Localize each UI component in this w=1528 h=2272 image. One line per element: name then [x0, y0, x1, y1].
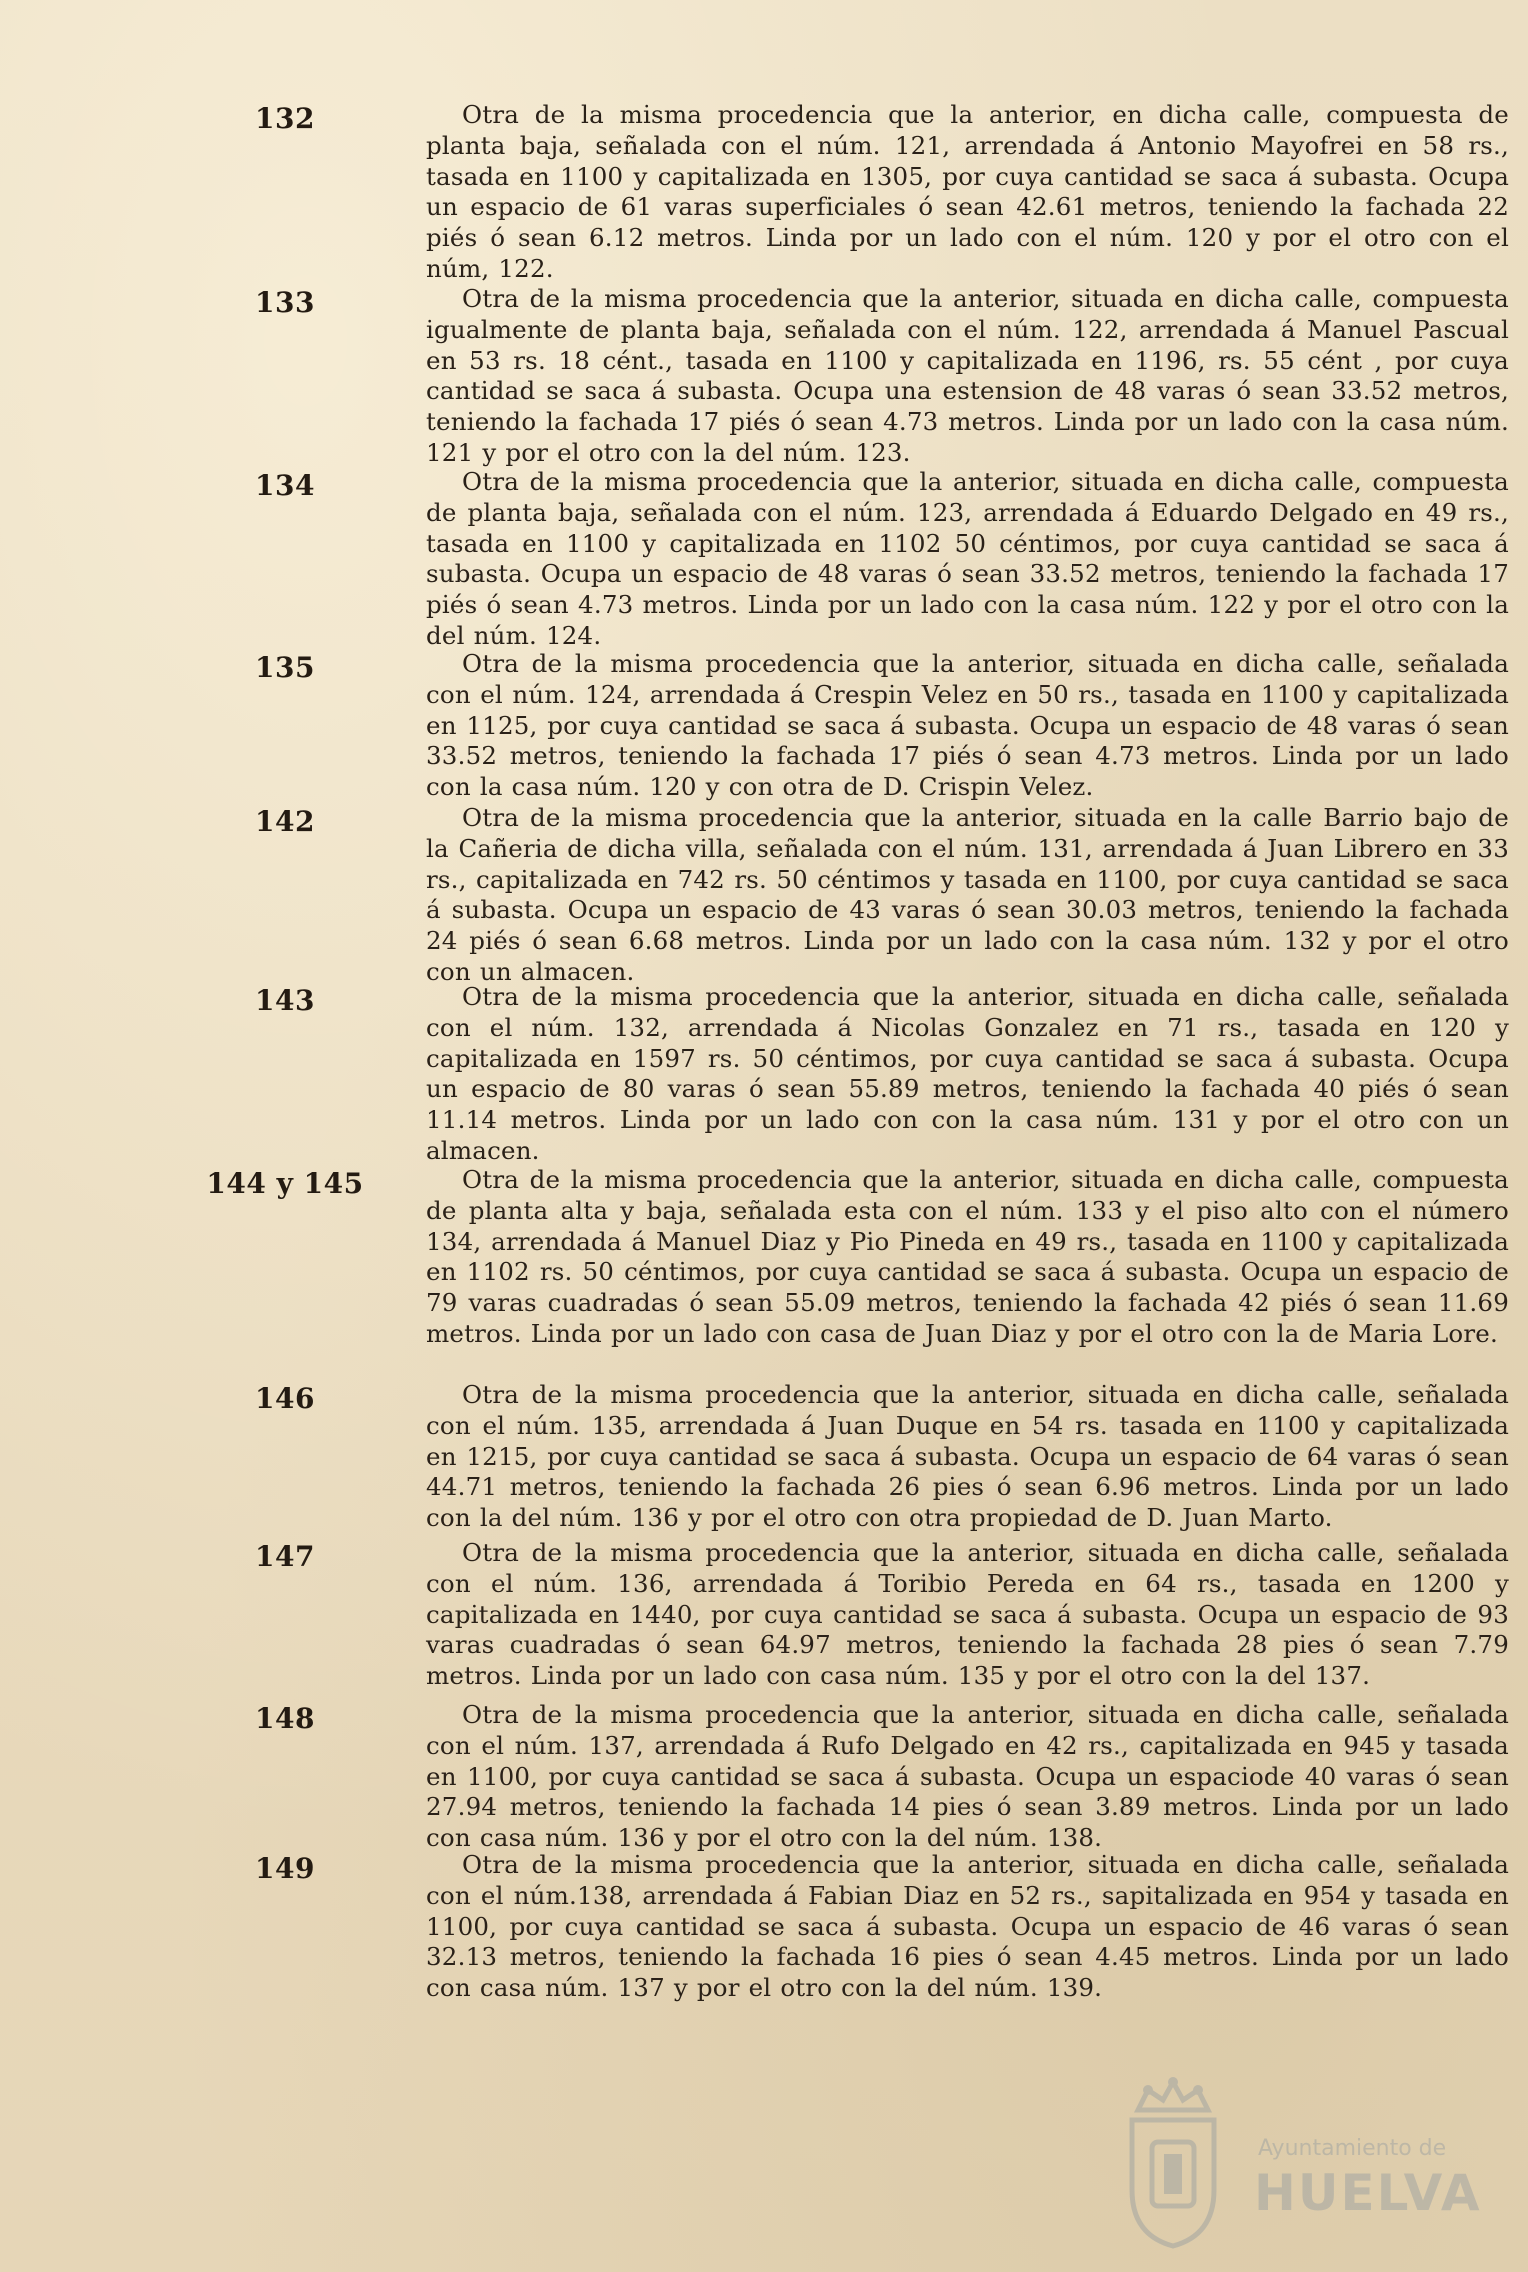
lot-number: 143: [255, 984, 315, 1017]
lot-description: Otra de la misma procedencia que la anterior, situada en dicha calle, compuesta de planta baja, señalada con el núm. 123, arrendada á Eduardo Delgado en 49 rs., tasada en 1100 y capitalizada en 1102 50 céntimos, por cuya cantidad se saca á subasta. Ocupa un espacio de 48 varas ó sean 33.52 metros, teniendo la fachada 17 piés ó sean 4.73 metros. Linda por un lado con la casa núm. 122 y por el otro con la del núm. 124.: [426, 467, 1509, 650]
lot-number: 134: [255, 469, 315, 502]
lot-number: 142: [255, 805, 315, 838]
lot-description: Otra de la misma procedencia que la anterior, situada en dicha calle, compuesta de planta alta y baja, señalada esta con el núm. 133 y el piso alto con el número 134, arrendada á Manuel Diaz y Pio Pineda en 49 rs., tasada en 1100 y capitalizada en 1102 rs. 50 céntimos, por cuya cantidad se saca á subasta. Ocupa un espacio de 79 varas cuadradas ó sean 55.09 metros, teniendo la fachada 42 piés ó sean 11.69 metros. Linda por un lado con casa de Juan Diaz y por el otro con la de Maria Lore.: [426, 1165, 1509, 1348]
watermark-title: HUELVA: [1254, 2164, 1482, 2222]
lot-number: 148: [255, 1702, 315, 1735]
archive-watermark: [1118, 2060, 1482, 2260]
lot-number: 132: [255, 102, 315, 135]
lot-number: 146: [255, 1382, 315, 1415]
lot-description: Otra de la misma procedencia que la anterior, situada en dicha calle, señalada con el núm. 136, arrendada á Toribio Pereda en 64 rs., tasada en 1200 y capitalizada en 1440, por cuya cantidad se saca á subasta. Ocupa un espacio de 93 varas cuadradas ó sean 64.97 metros, teniendo la fachada 28 pies ó sean 7.79 metros. Linda por un lado con casa núm. 135 y por el otro con la del 137.: [426, 1538, 1509, 1691]
lot-description: Otra de la misma procedencia que la anterior, en dicha calle, compuesta de planta baja, señalada con el núm. 121, arrendada á Antonio Mayofrei en 58 rs., tasada en 1100 y capitalizada en 1305, por cuya cantidad se saca á subasta. Ocupa un espacio de 61 varas superficiales ó sean 42.61 metros, teniendo la fachada 22 piés ó sean 6.12 metros. Linda por un lado con el núm. 120 y por el otro con el núm, 122.: [426, 100, 1509, 283]
lot-number: 149: [255, 1852, 315, 1885]
lot-number: 147: [255, 1540, 315, 1573]
watermark-subtitle: Ayuntamiento de: [1258, 2136, 1447, 2161]
lot-number: 144 y 145: [206, 1167, 364, 1200]
lot-description: Otra de la misma procedencia que la anterior, situada en dicha calle, señalada con el núm. 135, arrendada á Juan Duque en 54 rs. tasada en 1100 y capitalizada en 1215, por cuya cantidad se saca á subasta. Ocupa un espacio de 64 varas ó sean 44.71 metros, teniendo la fachada 26 pies ó sean 6.96 metros. Linda por un lado con la del núm. 136 y por el otro con otra propiedad de D. Juan Marto.: [426, 1380, 1509, 1533]
coat-of-arms-icon: [1118, 2070, 1228, 2250]
lot-description: Otra de la misma procedencia que la anterior, situada en la calle Barrio bajo de la Cañeria de dicha villa, señalada con el núm. 131, arrendada á Juan Librero en 33 rs., capitalizada en 742 rs. 50 céntimos y tasada en 1100, por cuya cantidad se saca á subasta. Ocupa un espacio de 43 varas ó sean 30.03 metros, teniendo la fachada 24 piés ó sean 6.68 metros. Linda por un lado con la casa núm. 132 y por el otro con un almacen.: [426, 803, 1509, 986]
lot-description: Otra de la misma procedencia que la anterior, situada en dicha calle, señalada con el núm. 124, arrendada á Crespin Velez en 50 rs., tasada en 1100 y capitalizada en 1125, por cuya cantidad se saca á subasta. Ocupa un espacio de 48 varas ó sean 33.52 metros, teniendo la fachada 17 piés ó sean 4.73 metros. Linda por un lado con la casa núm. 120 y con otra de D. Crispin Velez.: [426, 649, 1509, 802]
lot-description: Otra de la misma procedencia que la anterior, situada en dicha calle, señalada con el núm. 137, arrendada á Rufo Delgado en 42 rs., capitalizada en 945 y tasada en 1100, por cuya cantidad se saca á subasta. Ocupa un espaciode 40 varas ó sean 27.94 metros, teniendo la fachada 14 pies ó sean 3.89 metros. Linda por un lado con casa núm. 136 y por el otro con la del núm. 138.: [426, 1700, 1509, 1853]
lot-description: Otra de la misma procedencia que la anterior, situada en dicha calle, compuesta igualmente de planta baja, señalada con el núm. 122, arrendada á Manuel Pascual en 53 rs. 18 cént., tasada en 1100 y capitalizada en 1196, rs. 55 cént , por cuya cantidad se saca á subasta. Ocupa una estension de 48 varas ó sean 33.52 metros, teniendo la fachada 17 piés ó sean 4.73 metros. Linda por un lado con la casa núm. 121 y por el otro con la del núm. 123.: [426, 284, 1509, 467]
lot-description: Otra de la misma procedencia que la anterior, situada en dicha calle, señalada con el núm. 132, arrendada á Nicolas Gonzalez en 71 rs., tasada en 120 y capitalizada en 1597 rs. 50 céntimos, por cuya cantidad se saca á subasta. Ocupa un espacio de 80 varas ó sean 55.89 metros, teniendo la fachada 40 piés ó sean 11.14 metros. Linda por un lado con con la casa núm. 131 y por el otro con un almacen.: [426, 982, 1509, 1165]
lot-number: 135: [255, 651, 315, 684]
lot-number: 133: [255, 286, 315, 319]
lot-description: Otra de la misma procedencia que la anterior, situada en dicha calle, señalada con el núm.138, arrendada á Fabian Diaz en 52 rs., sapitalizada en 954 y tasada en 1100, por cuya cantidad se saca á subasta. Ocupa un espacio de 46 varas ó sean 32.13 metros, teniendo la fachada 16 pies ó sean 4.45 metros. Linda por un lado con casa núm. 137 y por el otro con la del núm. 139.: [426, 1850, 1509, 2003]
